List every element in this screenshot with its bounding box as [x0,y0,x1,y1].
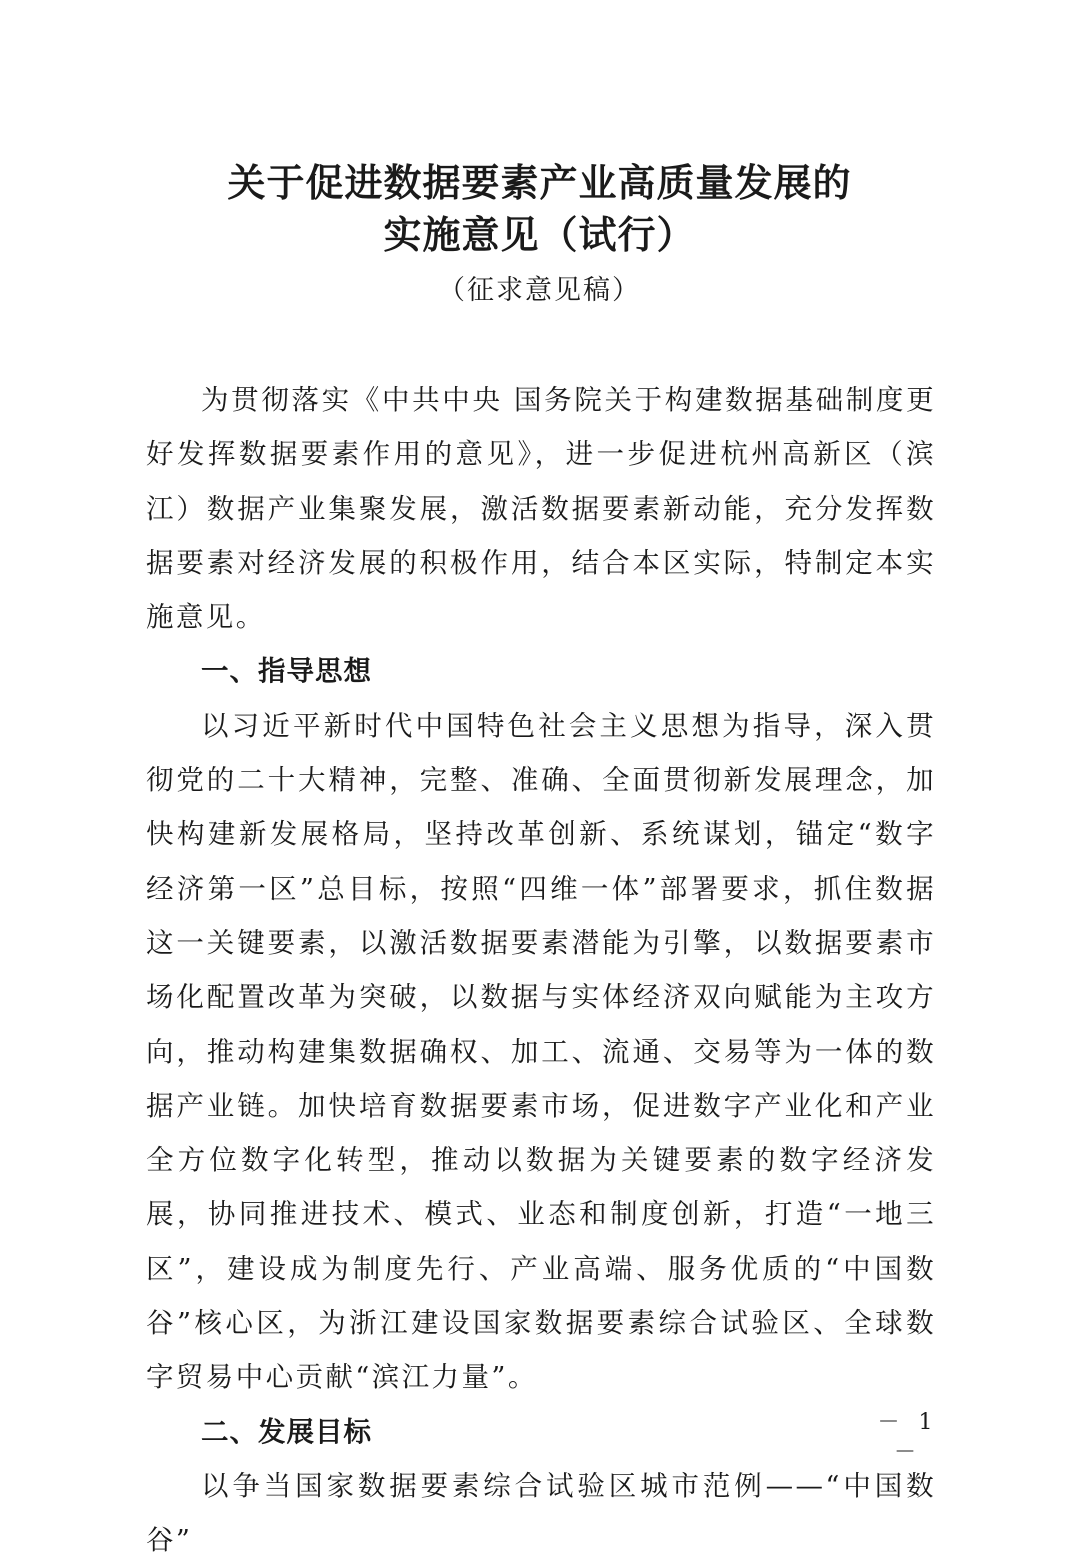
document-body [146,373,936,1568]
section-2-paragraph: 以争当国家数据要素综合试验区城市范例——“中国数谷” [146,1469,936,1557]
page-number: － 1 － [877,1410,939,1465]
intro-paragraph: 为贯彻落实《中共中央 国务院关于构建数据基础制度更好发挥数据要素作用的意见》，进一步促进杭州高新区（滨江）数据产业集聚发展，激活数据要素新动能，充分发挥数据要素对经济发展的积极作用，结合本区实际，特制定本实施意见。 [146,384,936,634]
section-1-heading: 一、指导思想 [201,655,372,688]
section-2-heading: 二、发展目标 [201,1415,372,1448]
section-1-paragraph: 以习近平新时代中国特色社会主义思想为指导，深入贯彻党的二十大精神，完整、准确、全面贯彻新发展理念，加快构建新发展格局，坚持改革创新、系统谋划，锚定“数字经济第一区”总目标，按照“四维一体”部署要求，抓住数据这一关键要素，以激活数据要素潜能为引擎，以数据要素市场化配置改革为突破，以数据与实体经济双向赋能为主攻方向，推动构建集数据确权、加工、流通、交易等为一体的数据产业链。加快培育数据要素市场，促进数字产业化和产业全方位数字化转型，推动以数据为关键要素的数字经济发展，协同推进技术、模式、业态和制度创新，打造“一地三区”，建设成为制度先行、产业高端、服务优质的“中国数谷”核心区，为浙江建设国家数据要素综合试验区、全球数字贸易中心贡献“滨江力量”。 [146,709,936,1394]
document-subtitle: （征求意见稿） [438,275,641,306]
document-title-line-2: 实施意见（试行） [383,212,696,257]
document-title-line-1: 关于促进数据要素产业高质量发展的 [227,160,852,205]
